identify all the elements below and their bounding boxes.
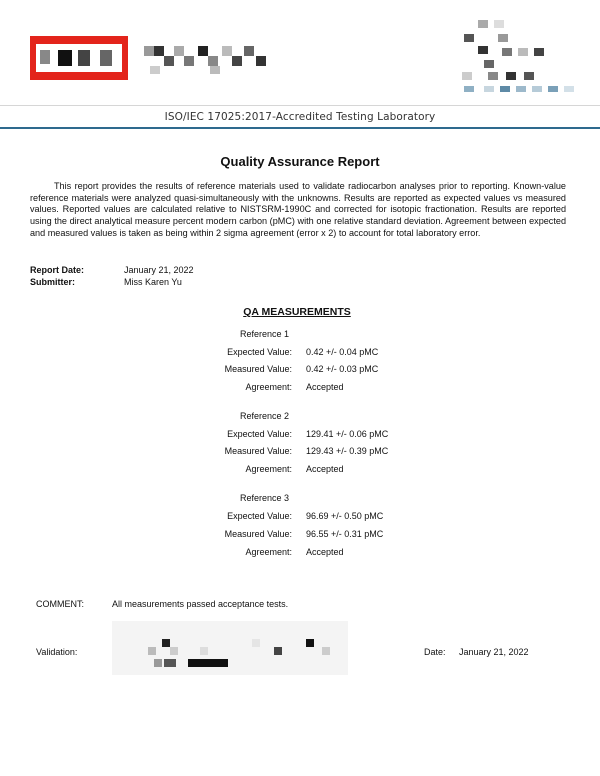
reference-3-expected-value: 96.69 +/- 0.50 pMC (306, 511, 384, 521)
reference-3-agreement-label: Agreement: (245, 547, 292, 557)
reference-3-agreement-value: Accepted (306, 547, 344, 557)
intro-text: This report provides the results of reference materials used to validate radiocarbon analyses prior to reporting. Known-value reference materials were analyzed quasi-simultaneously with the unknowns. Results are reported as expected values vs measured values. Reported values are calculated relative to NISTSRM-1990C and corrected for isotopic fractionation. Results are reported using the direct analytical measure percent modern carbon (pMC) with one relative standard deviation. Agreement between expected and measured values is taken as being within 2 sigma agreement (error x 2) to account for total laboratory error. (30, 181, 566, 238)
reference-2-measured-value: 129.43 +/- 0.39 pMC (306, 446, 389, 456)
reference-1-agreement-value: Accepted (306, 382, 344, 392)
reference-1-measured-value: 0.42 +/- 0.03 pMC (306, 364, 379, 374)
report-intro (30, 181, 566, 240)
report-title: Quality Assurance Report (220, 154, 380, 169)
reference-3-expected-label: Expected Value: (227, 511, 292, 521)
comment-label: COMMENT: (36, 599, 84, 609)
reference-1-measured-label: Measured Value: (224, 364, 292, 374)
reference-1-expected-label: Expected Value: (227, 347, 292, 357)
reference-1-heading: Reference 1 (240, 329, 290, 339)
lab-address-redacted (458, 16, 578, 96)
reference-3-heading: Reference 3 (240, 493, 290, 503)
qa-measurements-title: QA MEASUREMENTS (243, 306, 351, 318)
reference-3-measured-label: Measured Value: (224, 529, 292, 539)
header-divider (0, 105, 600, 106)
report-date-label: Report Date: (30, 265, 85, 275)
validation-date-value: January 21, 2022 (459, 647, 529, 657)
validation-date-label: Date: (424, 647, 446, 657)
accreditation-rule (0, 127, 600, 129)
reference-2-expected-label: Expected Value: (227, 429, 292, 439)
reference-3-measured-value: 96.55 +/- 0.31 pMC (306, 529, 384, 539)
submitter-label: Submitter: (30, 277, 75, 287)
report-date-value: January 21, 2022 (124, 265, 194, 275)
submitter-value: Miss Karen Yu (124, 277, 182, 287)
logo-redacted-area (36, 44, 122, 72)
reference-2-agreement-label: Agreement: (245, 464, 292, 474)
accreditation-line: ISO/IEC 17025:2017-Accredited Testing Laboratory (164, 111, 436, 123)
validation-signature-redacted (112, 621, 348, 675)
comment-text: All measurements passed acceptance tests. (112, 599, 289, 609)
lab-name-redacted (140, 42, 280, 78)
reference-2-measured-label: Measured Value: (224, 446, 292, 456)
validation-label: Validation: (36, 647, 78, 657)
reference-1-expected-value: 0.42 +/- 0.04 pMC (306, 347, 379, 357)
reference-2-agreement-value: Accepted (306, 464, 344, 474)
reference-2-heading: Reference 2 (240, 411, 290, 421)
lab-logo (30, 36, 128, 80)
reference-2-expected-value: 129.41 +/- 0.06 pMC (306, 429, 389, 439)
reference-1-agreement-label: Agreement: (245, 382, 292, 392)
